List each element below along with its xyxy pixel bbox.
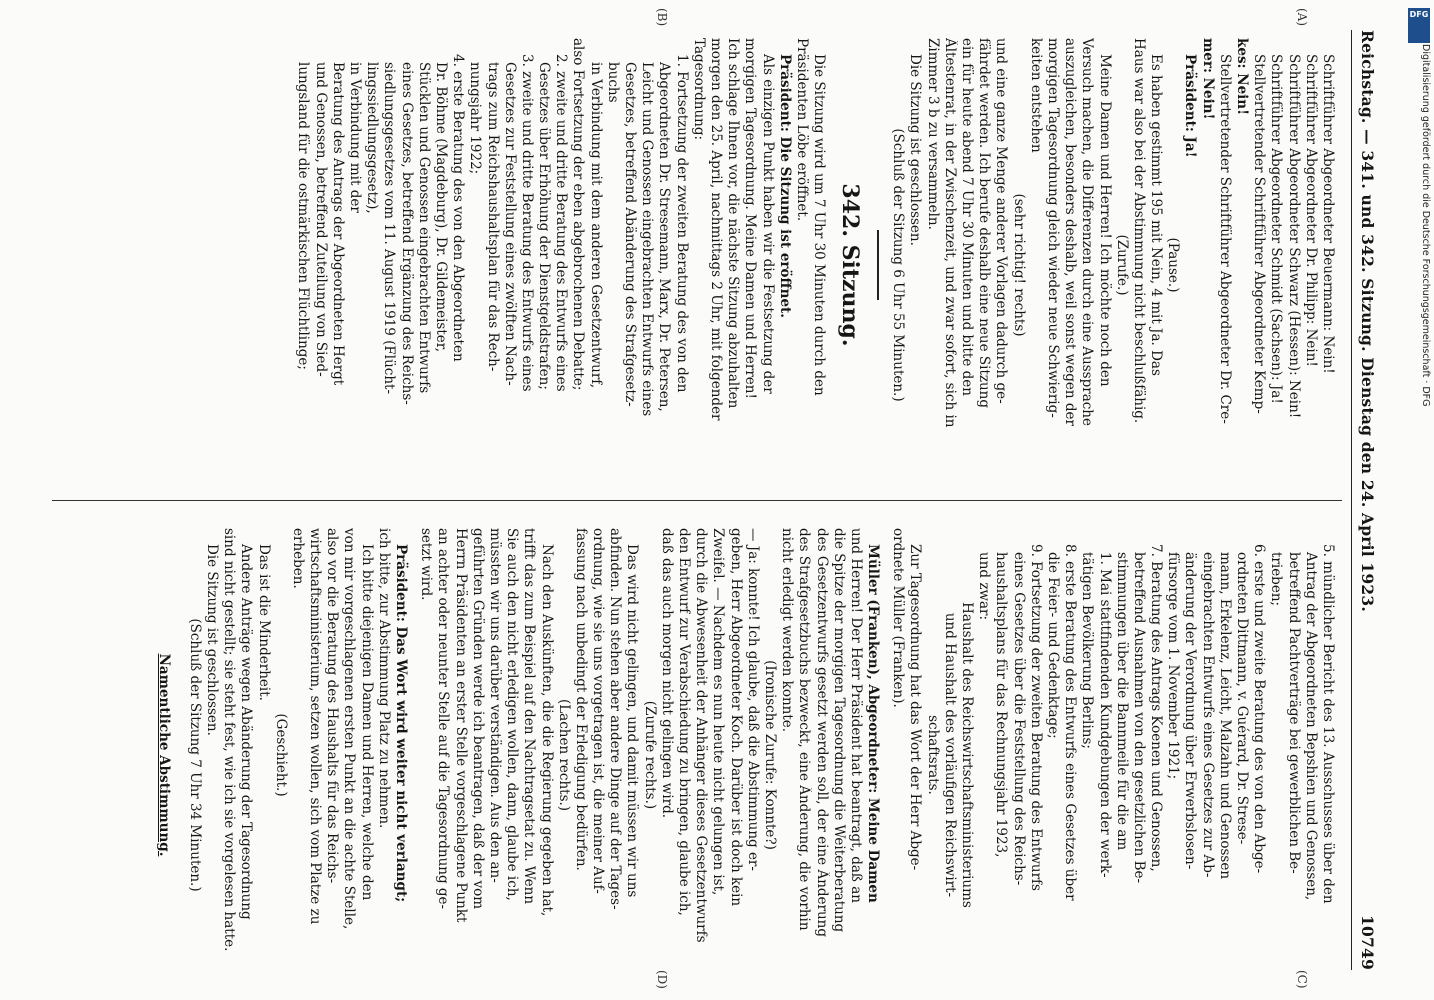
agenda-item-line: schaftsrats. (924, 715, 941, 795)
stage-direction: (Pause.) (1165, 237, 1182, 293)
agenda-item: 4. erste Beratung des von den Abgeordneten (450, 54, 467, 362)
text-line: geführten Gründen werde ich beantragen, daß der vom (469, 528, 486, 910)
text-line: Schriftführer Abgeordneter Schmidt (Sachsen): Ja! (1268, 54, 1285, 404)
text-line: Die Sitzung ist geschlossen. (907, 54, 924, 246)
margin-mark-c: (C) (1295, 970, 1309, 989)
agenda-item-line: haushaltsplans für das Rechnungsjahr 1923, (993, 552, 1010, 858)
text-line: ein für heute abend 7 Uhr 30 Minuten und bitte den (959, 38, 976, 396)
text-line: sind nicht gestellt; sie steht fest, wie ich sie vorgelesen hatte. (221, 528, 238, 952)
agenda-item-line: buchs (604, 62, 621, 103)
agenda-item-line: Gesetzes über Erhöhung der Dienstgeldstrafen; (536, 62, 553, 390)
speaker-line: Präsident: Die Sitzung ist eröffnet. (776, 54, 793, 318)
text-line: und Herren! Der Herr Präsident hat beantragt, daß an (847, 528, 864, 903)
stage-direction: (Schluß der Sitzung 6 Uhr 55 Minuten.) (890, 128, 907, 402)
agenda-item: 9. Fortsetzung der zweiten Beratung des Entwurfs (1027, 544, 1044, 891)
column-divider (52, 500, 1342, 501)
text-line: den Entwurf zur Verabschiedung zu bringen, glaube ich, (676, 528, 693, 916)
text-line: Ich schlage Ihnen vor, die nächste Sitzung abzuhalten (725, 38, 742, 409)
text-line: Als einzigen Punkt haben wir die Festsetzung der (759, 54, 776, 394)
text-line: Zur Tagesordnung hat das Wort der Herr Abge- (907, 544, 924, 871)
text-line: also vor die Beratung des Haushalts für das Reichs- (324, 528, 341, 884)
text-line: ordnung, wie sie uns vorgetragen ist, die meiner Auf- (590, 528, 607, 894)
text-line: Schriftführer Abgeordneter Beuermann: Nein! (1320, 54, 1336, 374)
text-line: Die Sitzung wird um 7 Uhr 30 Minuten durch den (811, 54, 828, 396)
text-line: nicht erledigt werden konnte. (779, 528, 796, 733)
left-column (294, 38, 1336, 492)
speaker-line: Präsident: Ja! (1182, 54, 1199, 158)
margin-mark-d: (D) (655, 970, 669, 989)
text-line: Andere Anträge wegen Abänderung der Tagesordnung (238, 544, 255, 920)
agenda-item-line: fürsorge vom 1. November 1921; (1165, 552, 1182, 780)
agenda-item-line: Stücklen und Genossen eingebrachten Entwurfs (415, 62, 432, 394)
agenda-item-line: ordneten Dittmann, v. Guérard, Dr. Strese- (1234, 552, 1251, 845)
text-line: und eine ganze Menge anderer Vorlagen dadurch ge- (993, 38, 1010, 404)
stage-direction: (Ironische Zurufe: Konnte?) (762, 660, 778, 850)
agenda-item: 3. zweite und dritte Beratung des Entwurfs eines (518, 54, 535, 392)
margin-mark-a: (A) (1295, 8, 1309, 27)
agenda-item: 1. Fortsetzung der zweiten Beratung des von den (673, 54, 690, 393)
text-line: trifft das zum Beispiel auf den Nachtragsetat zu. Wenn (521, 528, 538, 905)
header-title: Reichstag. — 341. und 342. Sitzung. Dienstag den 24. April 1923. (1358, 30, 1377, 612)
page-number: 10749 (1358, 915, 1377, 970)
stage-direction: (Schluß der Sitzung 7 Uhr 34 Minuten.) (186, 618, 203, 892)
text-line: morgigen Tagesordnung. Meine Damen und Herren! (742, 38, 759, 399)
text-line: Das wird nicht gelingen, und damit müssen wir uns (624, 544, 641, 898)
text-line: mer: Nein! (1199, 38, 1216, 120)
text-line: Präsidenten Löbe eröffnet. (793, 38, 810, 222)
agenda-item-line: nungsjahr 1922; (467, 62, 484, 175)
text-line: wirtschaftsministerium, setzen wollen, sich vom Platze zu (307, 528, 324, 925)
text-line: morgen den 25. April, nachmittags 2 Uhr, mit folgender (708, 38, 724, 421)
text-line: Haus war also bei der Abstimmung nicht beschlußfähig. (1130, 38, 1147, 424)
text-line: Tagesordnung: (690, 38, 707, 141)
text-line: an achter oder neunter Stelle auf die Tagesordnung ge- (435, 528, 452, 910)
text-line: morgigen Tagesordnung gleich wieder neue Schwierig- (1045, 38, 1061, 418)
text-line: ich bitte, zur Abstimmung Platz zu nehmen. (375, 528, 392, 829)
stage-direction: (sehr richtig! rechts) (1010, 193, 1027, 337)
agenda-item-line: trags zum Reichshaushaltsplan für das Rech- (484, 62, 501, 372)
agenda-item-line: Dr. Böhme (Magdeburg), Dr. Gildemeister, (433, 62, 449, 353)
stage-direction: (Zurufe rechts.) (641, 700, 658, 810)
agenda-item-line: und Haushalt des vorläufigen Reichswirt- (941, 612, 958, 898)
text-line: — Ja: konnte! Ich glaube, daß die Abstimmung er- (744, 528, 761, 871)
text-line: Das ist die Minderheit. (255, 544, 272, 701)
text-line: des Strafgesetzbuchs bezweckt, eine Änderung, die vorhin (796, 528, 813, 931)
text-line: daß das auch morgen nicht gelingen wird. (658, 528, 675, 819)
text-line: Versuch machen, die Differenzen durch eine Aussprache (1079, 38, 1096, 426)
running-header (1351, 30, 1378, 970)
margin-mark-b: (B) (655, 8, 669, 27)
text-line: Meine Damen und Herren! Ich möchte noch den (1096, 54, 1113, 387)
rotated-page (40, 0, 1400, 1000)
agenda-item-line: eines Gesetzes über die Feststellung des Reichs- (1010, 552, 1027, 886)
text-line: geben, Herr Abgeordneter Koch. Darüber ist doch kein (727, 528, 744, 907)
digitization-stamp (1400, 0, 1434, 1000)
agenda-item: 6. erste und zweite Beratung des von den Abge- (1251, 544, 1268, 874)
dfg-logo-icon: DFG (1408, 8, 1430, 43)
agenda-item: 7. Beratung des Antrags Koenen und Genossen, (1148, 544, 1165, 872)
agenda-item-line: die Feier- und Gedenktage; (1045, 552, 1061, 739)
agenda-item-line: in Verbindung mit dem anderen Gesetzentwurf, (587, 62, 604, 389)
agenda-item-line: Antrag der Abgeordneten Bepshien und Genossen, (1302, 552, 1319, 901)
right-column (154, 528, 1336, 982)
agenda-item-line: Gesetzes zur Feststellung eines zwölften Nach- (501, 62, 518, 386)
text-line: kes: Nein! (1234, 38, 1251, 116)
agenda-item-line: stimmungen über die Bannmeile für die am (1113, 552, 1130, 851)
agenda-item-line: eingebrachten Entwurfs eines Gesetzes zur Ab- (1199, 552, 1216, 878)
agenda-item-line: Leicht und Genossen eingebrachten Entwurfs eines (639, 62, 656, 417)
agenda-item-line: eines Gesetzes, betreffend Ergänzung des Reichs- (398, 62, 415, 405)
text-line: setzt wird. (418, 528, 435, 601)
text-line: also Fortsetzung der eben abgebrochenen Debatte; (570, 38, 587, 391)
text-line: Ältestenrat, in der Zwischenzeit, und zwar sofort, sich in (941, 38, 958, 428)
agenda-item-line: siedlungsgesetzes vom 11. August 1919 (Flücht- (381, 62, 398, 395)
speaker-line: Präsident: Das Wort wird weiter nicht verlangt; (393, 544, 410, 903)
agenda-item-line: änderung der Verordnung über Erwerbslosen- (1182, 552, 1199, 870)
stage-direction: (Geschieht.) (272, 713, 289, 797)
text-line: abfinden. Nun stehen aber andere Dinge auf der Tages- (607, 528, 624, 910)
text-line: Nach den Auskünften, die die Regierung gegeben hat, (538, 544, 555, 917)
agenda-item-line: betreffend Ausnahmen von den gesetzlichen Be- (1130, 552, 1147, 884)
text-line: durch die Abwesenheit der Anhänger dieses Gesetzentwurfs (693, 528, 710, 943)
agenda-item: 2. zweite und dritte Beratung des Entwurfs eines (553, 54, 570, 392)
agenda-item-line: mann, Erkelenz, Leicht, Malzahn und Genossen (1216, 552, 1233, 880)
text-line: Stellvertretender Schriftführer Abgeordneter Kemp- (1251, 54, 1268, 414)
text-line: keiten entstehen (1027, 38, 1044, 153)
text-line: Schriftführer Abgeordneter Schwarz (Hessen): Nein! (1285, 54, 1302, 419)
text-line: müssten wir uns darüber verständigen. Aus den an- (487, 528, 503, 883)
stamp-text: Digitalisierung gefördert durch die Deutsche Forschungsgemeinschaft · DFG (1420, 44, 1431, 407)
text-line: erheben. (289, 528, 306, 589)
agenda-item-line: und zwar: (976, 552, 993, 621)
text-line: auszugleichen, besonders deshalb, weil sonst wegen der (1062, 38, 1079, 426)
text-line: Schriftführer Abgeordneter Dr. Philipp: Nein! (1302, 54, 1319, 367)
text-line: Zweifel. — Nachdem es nun heute nicht gelungen ist, (710, 528, 727, 896)
text-line: Ich bitte diejenigen Damen und Herren, welche den (358, 544, 375, 901)
agenda-item-line: lingssiedlungsgesetz), (364, 62, 381, 214)
agenda-item: 5. mündlicher Bericht des 13. Ausschusses über den (1320, 544, 1336, 904)
section-rule (877, 230, 879, 300)
text-line: von mir vorgeschlagenen ersten Punkt an die achte Stelle, (341, 528, 358, 930)
text-line: Sie auch den nicht erledigen wollen, dann, glaube ich, (504, 528, 521, 901)
text-line: fassung nach unbedingt der Erledigung bedürfen. (572, 528, 589, 871)
agenda-item-line: Haushalt des Reichswirtschaftsministeriums (959, 602, 976, 908)
text-line: Die Sitzung ist geschlossen. (204, 544, 220, 736)
agenda-item-line: Beratung des Antrags der Abgeordneten Hergt (329, 62, 346, 386)
agenda-item-line: und Genossen, betreffend Zuteilung von Sied- (312, 62, 329, 377)
text-line: fährdet werden. Ich berufe deshalb eine neue Sitzung (976, 38, 993, 409)
text-line: Stellvertretender Schriftführer Abgeordneter Dr. Cre- (1216, 54, 1233, 424)
text-line: Zimmer 3 b zu versammeln. (924, 38, 941, 230)
agenda-item-line: tätigen Bevölkerung Berlins; (1079, 552, 1096, 749)
agenda-item-line: in Verbindung mit der (347, 62, 364, 213)
stage-direction: (Zurufe.) (1113, 234, 1130, 296)
agenda-item-line: Abgeordneten Dr. Stresemann, Marx, Dr. Petersen, (656, 62, 673, 412)
text-line: Es haben gestimmt 195 mit Nein, 4 mit Ja. Das (1148, 54, 1165, 376)
text-line: die Spitze der morgigen Tagesordnung die Weiterberatung (830, 528, 847, 933)
session-title: 342. Sitzung. (837, 183, 864, 347)
agenda-item-line: betreffend Pachtverträge bei gewerblichen Be- (1285, 552, 1302, 874)
agenda-item-line: Gesetzes, betreffend Abänderung des Strafgesetz- (622, 62, 639, 407)
agenda-item-line: lungsland für die ostmärkischen Flüchtlinge; (295, 62, 312, 370)
stage-direction: (Lachen rechts.) (555, 698, 572, 812)
agenda-item-line: 1. Mai stattfindenden Kundgebungen der werk- (1096, 552, 1113, 878)
section-heading: Namentliche Abstimmung. (155, 653, 172, 857)
speaker-line: Müller (Franken), Abgeordneter: Meine Damen (865, 544, 882, 903)
text-line: des Gesetzentwurfs gesetzt werden soll, der eine Änderung (813, 528, 830, 938)
text-line: ordnete Müller (Franken). (890, 528, 907, 708)
agenda-item: 8. erste Beratung des Entwurfs eines Gesetzes über (1062, 544, 1079, 901)
agenda-item-line: trieben; (1268, 552, 1285, 607)
text-line: Herrn Präsidenten an erster Stelle vorgeschlagene Punkt (452, 528, 469, 923)
